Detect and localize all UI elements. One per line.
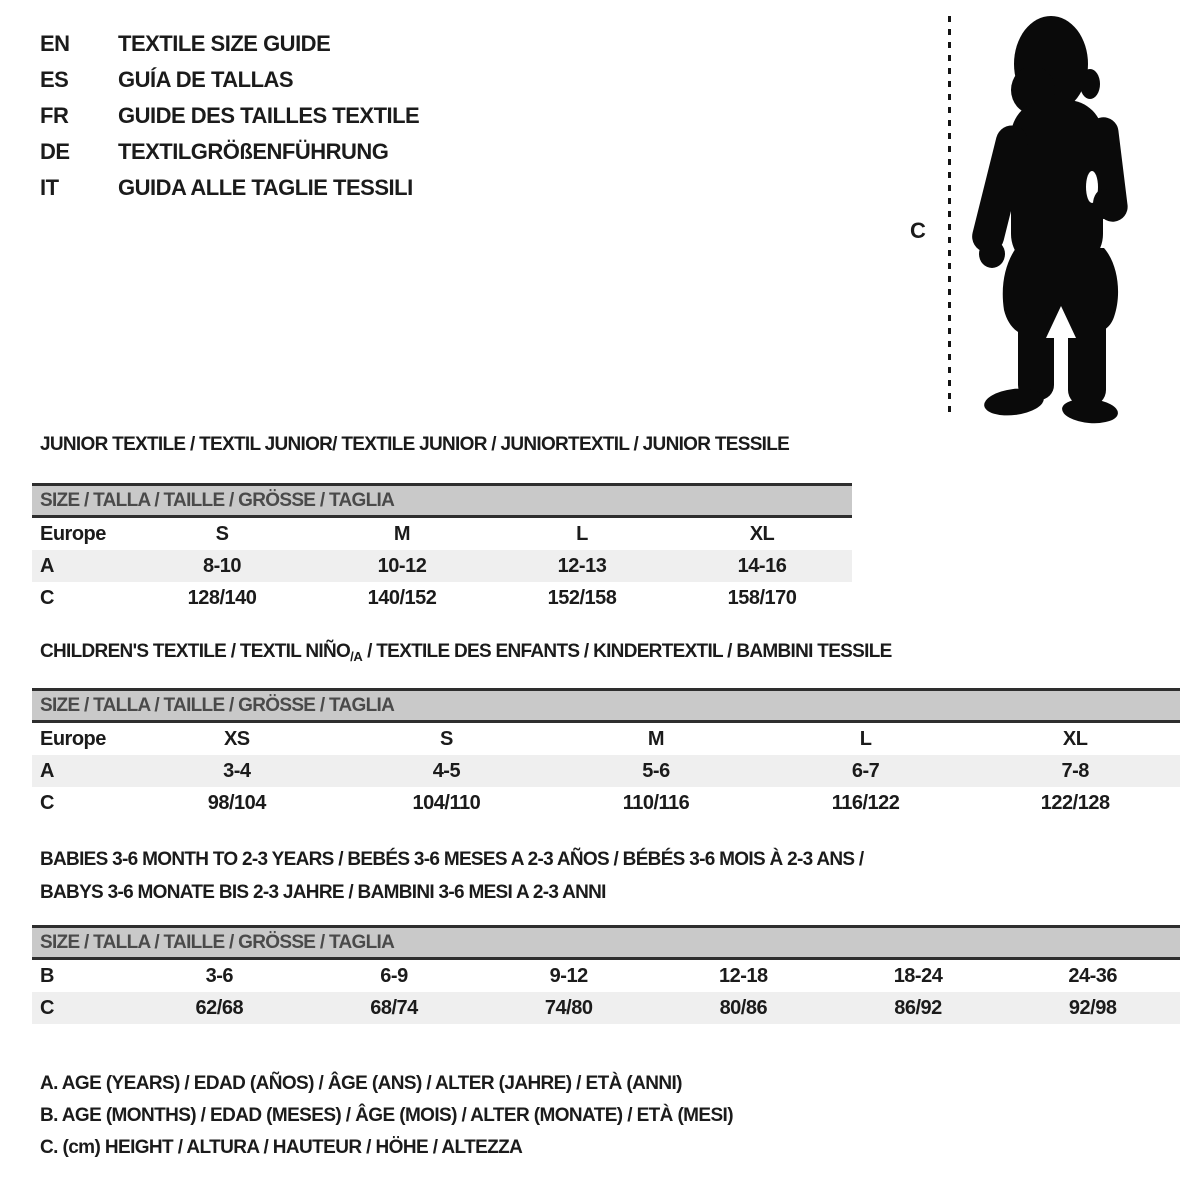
- language-code: ES: [40, 67, 69, 92]
- months-cell: 9-12: [549, 964, 588, 987]
- language-row: [40, 62, 419, 98]
- babies-section-heading-line2: BABYS 3-6 MONATE BIS 2-3 JAHRE / BAMBINI 3-6 MESI A 2-3 ANNI: [40, 882, 606, 903]
- age-cell: 10-12: [377, 554, 427, 577]
- age-cell: 5-6: [642, 759, 670, 782]
- size-cell: S: [439, 727, 453, 750]
- months-cell: 3-6: [205, 964, 234, 987]
- height-cell: 128/140: [187, 586, 257, 609]
- row-label: A: [40, 554, 54, 577]
- babies-row-months: [32, 960, 1180, 992]
- row-label: C: [40, 996, 54, 1019]
- row-label: C: [40, 586, 54, 609]
- language-header: [40, 26, 419, 206]
- size-cell: XS: [223, 727, 250, 750]
- size-cell: M: [393, 522, 411, 545]
- children-heading-text: / TEXTILE DES ENFANTS / KINDERTEXTIL / BAMBINI TESSILE: [362, 641, 892, 662]
- children-row-age: [32, 755, 1180, 787]
- language-title: GUIDA ALLE TAGLIE TESSILI: [118, 175, 413, 200]
- children-heading-subscript: /A: [350, 649, 363, 664]
- children-section-heading: [40, 641, 892, 663]
- row-label: Europe: [40, 522, 106, 545]
- babies-table-header: SIZE / TALLA / TAILLE / GRÖSSE / TAGLIA: [32, 925, 1180, 960]
- size-cell: L: [859, 727, 872, 750]
- language-row: [40, 134, 419, 170]
- babies-row-height: [32, 992, 1180, 1024]
- language-row: [40, 170, 419, 206]
- height-cell: 110/116: [622, 791, 690, 814]
- children-heading-text: CHILDREN'S TEXTILE / TEXTIL NIÑO: [40, 641, 351, 662]
- babies-section-heading-line1: BABIES 3-6 MONTH TO 2-3 YEARS / BEBÉS 3-6 MESES A 2-3 AÑOS / BÉBÉS 3-6 MOIS À 2-3 ANS /: [40, 849, 864, 870]
- size-cell: XL: [749, 522, 775, 545]
- height-measure-line: [948, 16, 951, 418]
- height-measure-label: C: [910, 218, 926, 243]
- height-cell: 68/74: [370, 996, 418, 1019]
- months-cell: 6-9: [380, 964, 408, 987]
- height-cell: 104/110: [412, 791, 481, 814]
- height-cell: 122/128: [1040, 791, 1110, 814]
- junior-section-heading: JUNIOR TEXTILE / TEXTIL JUNIOR/ TEXTILE JUNIOR / JUNIORTEXTIL / JUNIOR TESSILE: [40, 434, 790, 455]
- row-label: Europe: [40, 727, 106, 750]
- age-cell: 12-13: [557, 554, 607, 577]
- age-cell: 14-16: [737, 554, 787, 577]
- height-cell: 74/80: [544, 996, 593, 1019]
- children-size-table: [32, 688, 1180, 819]
- age-cell: 4-5: [432, 759, 461, 782]
- language-code: DE: [40, 139, 70, 164]
- age-cell: 3-4: [223, 759, 251, 782]
- months-cell: 24-36: [1068, 964, 1118, 987]
- age-cell: 8-10: [202, 554, 242, 577]
- size-cell: XL: [1062, 727, 1088, 750]
- row-label: B: [40, 964, 54, 987]
- age-cell: 6-7: [851, 759, 880, 782]
- children-row-europe: [32, 723, 1180, 755]
- legend-line-b: B. AGE (MONTHS) / EDAD (MESES) / ÂGE (MOIS) / ALTER (MONATE) / ETÀ (MESI): [40, 1105, 733, 1126]
- size-cell: L: [576, 522, 588, 545]
- months-cell: 18-24: [893, 964, 943, 987]
- height-cell: 86/92: [894, 996, 942, 1019]
- size-cell: S: [215, 522, 229, 545]
- junior-table-header: SIZE / TALLA / TAILLE / GRÖSSE / TAGLIA: [32, 483, 852, 518]
- height-cell: 62/68: [195, 996, 244, 1019]
- height-cell: 92/98: [1068, 996, 1117, 1019]
- row-label: C: [40, 791, 54, 814]
- height-cell: 98/104: [207, 791, 266, 814]
- babies-size-table: [32, 925, 1180, 1024]
- junior-row-height: [32, 582, 852, 614]
- height-cell: 158/170: [727, 586, 797, 609]
- language-row: [40, 26, 419, 62]
- language-title: GUIDE DES TAILLES TEXTILE: [118, 103, 420, 128]
- height-cell: 140/152: [367, 586, 437, 609]
- junior-row-europe: [32, 518, 852, 550]
- language-row: [40, 98, 419, 134]
- language-code: FR: [40, 103, 69, 128]
- height-cell: 152/158: [547, 586, 617, 609]
- age-cell: 7-8: [1061, 759, 1089, 782]
- language-title: TEXTILGRÖßENFÜHRUNG: [118, 139, 389, 164]
- measurement-legend: [40, 1068, 733, 1164]
- language-title: TEXTILE SIZE GUIDE: [118, 31, 331, 56]
- baby-silhouette-icon: [958, 12, 1143, 424]
- size-cell: M: [647, 727, 665, 750]
- height-cell: 80/86: [719, 996, 768, 1019]
- children-table-header: SIZE / TALLA / TAILLE / GRÖSSE / TAGLIA: [32, 688, 1180, 723]
- legend-line-c: C. (cm) HEIGHT / ALTURA / HAUTEUR / HÖHE / ALTEZZA: [40, 1137, 523, 1158]
- junior-size-table: [32, 483, 852, 614]
- months-cell: 12-18: [719, 964, 768, 987]
- row-label: A: [40, 759, 54, 782]
- children-row-height: [32, 787, 1180, 819]
- legend-line-a: A. AGE (YEARS) / EDAD (AÑOS) / ÂGE (ANS) / ALTER (JAHRE) / ETÀ (ANNI): [40, 1073, 682, 1094]
- language-title: GUÍA DE TALLAS: [118, 67, 294, 92]
- junior-row-age: [32, 550, 852, 582]
- height-cell: 116/122: [831, 791, 900, 814]
- language-code: EN: [40, 31, 70, 56]
- language-code: IT: [40, 175, 59, 200]
